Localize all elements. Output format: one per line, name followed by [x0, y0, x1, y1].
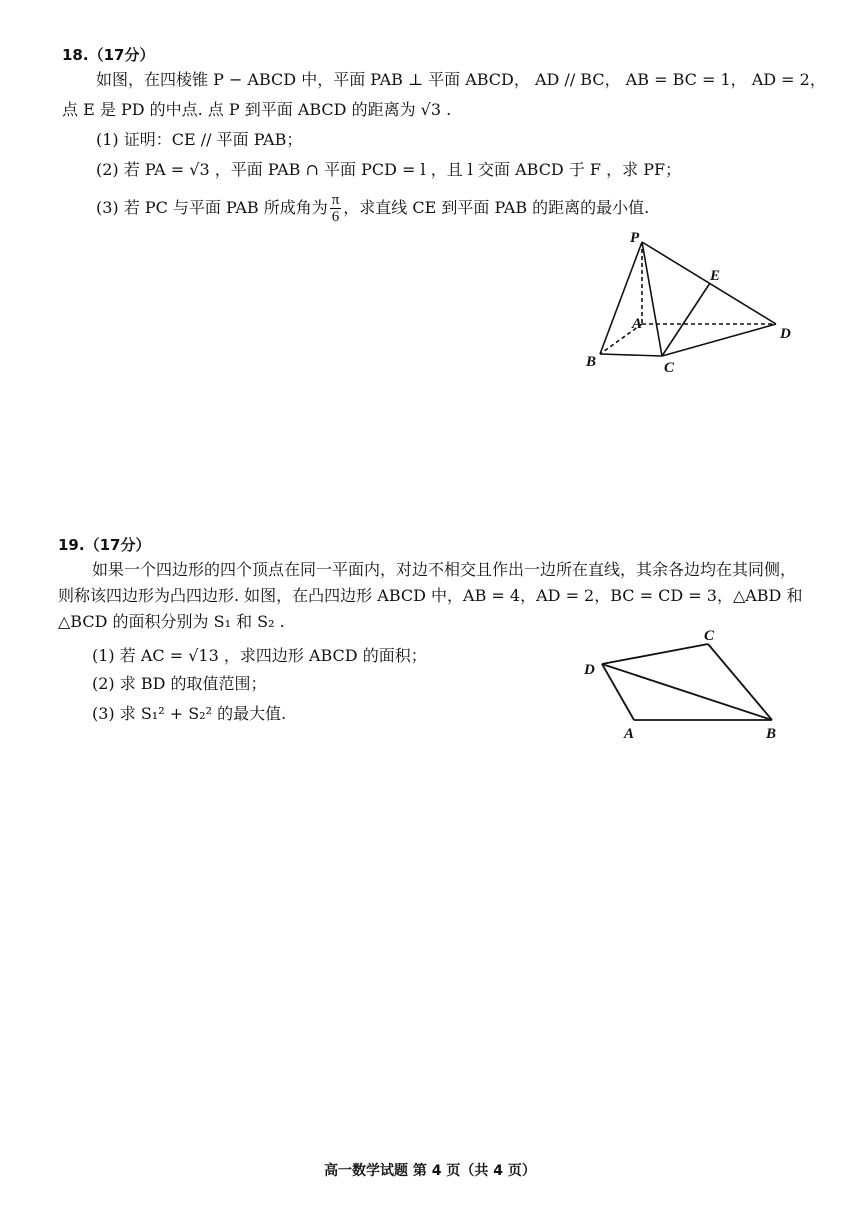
label-b: B: [766, 726, 777, 742]
q18-intro-line-1: 如图，在四棱锥 P − ABCD 中，平面 PAB ⊥ 平面 ABCD， AD // BC， AB = BC = 1， AD = 2，: [96, 70, 826, 89]
q18-pyramid-figure: [570, 228, 800, 378]
edge-pc: [642, 242, 662, 356]
label-c: C: [704, 628, 715, 644]
label-a: A: [624, 726, 635, 742]
edge-dc: [602, 644, 708, 664]
q18-heading: 18.（17分）: [62, 46, 155, 64]
q19-intro-line-3: △BCD 的面积分别为 S₁ 和 S₂ .: [58, 612, 285, 631]
label-a: A: [632, 316, 643, 332]
label-d: D: [584, 662, 595, 678]
q19-intro-line-1: 如果一个四边形的四个顶点在同一平面内，对边不相交且作出一边所在直线，其余各边均在其同侧，: [92, 560, 797, 579]
label-e: E: [710, 268, 721, 284]
fraction-numerator: π: [331, 192, 340, 208]
q19-intro-line-2: 则称该四边形为凸四边形. 如图，在凸四边形 ABCD 中，AB = 4，AD = 2，BC = CD = 3，△ABD 和: [58, 586, 803, 605]
label-p: P: [630, 230, 640, 246]
fraction-denominator: 6: [331, 209, 340, 225]
q18-intro-line-2: 点 E 是 PD 的中点. 点 P 到平面 ABCD 的距离为 √3 .: [62, 100, 452, 119]
q18-part-3-text-a: (3) 若 PC 与平面 PAB 所成角为: [96, 198, 328, 217]
q18-part-3: [96, 192, 649, 225]
label-c: C: [664, 360, 675, 376]
q18-part-1: (1) 证明：CE // 平面 PAB；: [96, 130, 303, 149]
edge-bc: [600, 354, 662, 356]
edge-db: [602, 664, 772, 720]
label-d: D: [780, 326, 791, 342]
q18-angle-fraction: [330, 192, 342, 225]
edge-pd: [642, 242, 776, 324]
label-b: B: [586, 354, 597, 370]
page-footer: 高一数学试题 第 4 页（共 4 页）: [324, 1163, 536, 1179]
q19-part-2: (2) 求 BD 的取值范围；: [92, 674, 267, 693]
q19-part-3: (3) 求 S₁² + S₂² 的最大值.: [92, 704, 287, 723]
q19-part-1: (1) 若 AC = √13 ，求四边形 ABCD 的面积；: [92, 646, 427, 665]
q19-quadrilateral-figure: [576, 626, 796, 746]
q18-part-2: (2) 若 PA = √3 ，平面 PAB ∩ 平面 PCD = l ，且 l 交面 ABCD 于 F ，求 PF；: [96, 160, 682, 179]
q18-part-3-text-b: ，求直线 CE 到平面 PAB 的距离的最小值.: [343, 198, 650, 217]
q19-heading: 19.（17分）: [58, 536, 151, 554]
edge-pb: [600, 242, 642, 354]
